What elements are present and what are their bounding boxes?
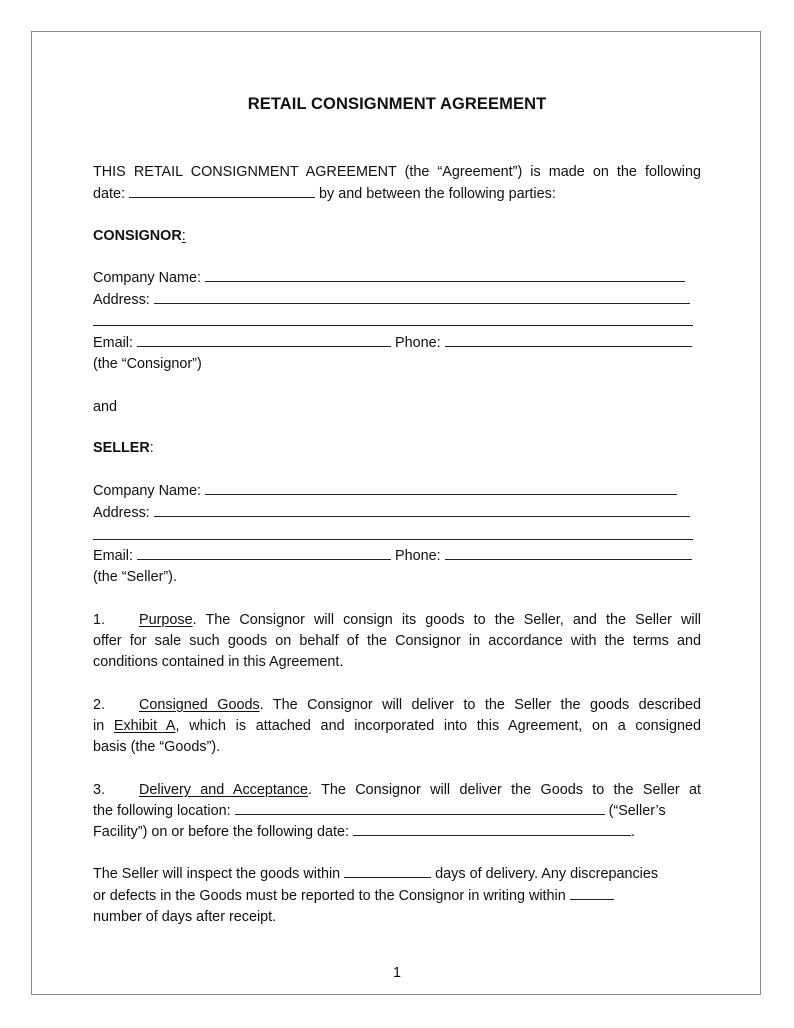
section-3-text-2a: the following location: <box>93 803 231 819</box>
inspection-text-2: or defects in the Goods must be reported to the Consignor in writing within <box>93 888 566 904</box>
consignor-address-field[interactable] <box>154 291 690 304</box>
consignor-heading-text: CONSIGNOR <box>93 228 182 244</box>
seller-phone-field[interactable] <box>445 547 692 560</box>
seller-company-field[interactable] <box>205 482 677 495</box>
consignor-company-label: Company Name: <box>93 270 201 286</box>
consignor-email-field[interactable] <box>137 334 391 347</box>
section-3-line-2 <box>93 802 701 820</box>
agreement-date-field[interactable] <box>129 185 315 198</box>
section-1-line-3: conditions contained in this Agreement. <box>93 654 344 670</box>
intro-line-2 <box>93 185 701 203</box>
consignor-contact-row <box>93 334 701 352</box>
delivery-date-field[interactable] <box>353 823 631 836</box>
section-1-text-1: . The Consignor will consign its goods to the Seller, and the Seller will <box>192 612 701 628</box>
intro-line-2-text: by and between the following parties: <box>319 186 556 202</box>
section-1-heading: Purpose <box>139 612 193 628</box>
consignor-phone-field[interactable] <box>445 334 692 347</box>
section-2-text-2a: in <box>93 718 105 734</box>
seller-email-label: Email: <box>93 548 133 564</box>
document-title: RETAIL CONSIGNMENT AGREEMENT <box>247 95 547 113</box>
inspection-line-3: number of days after receipt. <box>93 909 277 925</box>
inspection-line-2 <box>93 887 701 905</box>
seller-designation: (the “Seller”). <box>93 569 177 585</box>
and-text: and <box>93 399 118 415</box>
seller-company-label: Company Name: <box>93 483 201 499</box>
section-2-text-1: . The Consignor will deliver to the Seller the goods described <box>259 697 701 713</box>
section-3-line-3 <box>93 823 701 841</box>
consignor-phone-label: Phone: <box>394 335 441 351</box>
seller-phone-label: Phone: <box>394 548 441 564</box>
section-3-text-3b: . <box>630 824 635 840</box>
section-2-line-1 <box>93 696 701 714</box>
consignor-heading-colon: : <box>181 228 186 244</box>
section-3-text-2b: (“Seller’s <box>608 803 666 819</box>
seller-address-label: Address: <box>93 505 150 521</box>
section-1-number: 1. <box>93 612 106 628</box>
exhibit-a-link[interactable]: Exhibit A <box>113 718 176 734</box>
section-2-line-2 <box>93 717 701 735</box>
seller-email-field[interactable] <box>137 547 391 560</box>
section-2-heading: Consigned Goods <box>139 697 260 713</box>
section-3-line-1 <box>93 781 701 799</box>
seller-company-row <box>93 482 701 500</box>
consignor-heading <box>93 227 701 245</box>
consignor-address-row <box>93 291 701 309</box>
page-number: 1 <box>392 965 401 981</box>
consignor-email-label: Email: <box>93 335 133 351</box>
intro-line-1: THIS RETAIL CONSIGNMENT AGREEMENT (the “Agreement”) is made on the following <box>93 164 701 180</box>
section-3-text-1: . The Consignor will deliver the Goods to the Seller at <box>308 782 701 798</box>
section-1-line-1 <box>93 611 701 629</box>
consignor-designation: (the “Consignor”) <box>93 356 202 372</box>
seller-address-row <box>93 504 701 522</box>
section-3-text-3a: Facility”) on or before the following date: <box>93 824 349 840</box>
date-label: date: <box>93 186 126 202</box>
seller-heading-text: SELLER <box>93 440 150 456</box>
consignor-address-label: Address: <box>93 292 150 308</box>
section-2-number: 2. <box>93 697 106 713</box>
consignor-address-line-2[interactable] <box>93 325 693 326</box>
report-days-field[interactable] <box>570 887 614 900</box>
sellers-facility-location-field[interactable] <box>235 802 605 815</box>
seller-heading <box>93 439 701 457</box>
consignor-company-field[interactable] <box>205 269 685 282</box>
consignor-company-row <box>93 269 701 287</box>
inspection-line-1 <box>93 865 701 883</box>
seller-heading-colon: : <box>149 440 154 456</box>
section-2-text-2b: , which is attached and incorporated into this Agreement, on a consigned <box>175 718 701 734</box>
section-2-line-3: basis (the “Goods”). <box>93 739 221 755</box>
inspection-text-1b: days of delivery. Any discrepancies <box>435 866 659 882</box>
section-1-line-2: offer for sale such goods on behalf of the Consignor in accordance with the terms and <box>93 633 701 649</box>
seller-address-line-2[interactable] <box>93 539 693 540</box>
seller-contact-row <box>93 547 701 565</box>
section-3-number: 3. <box>93 782 106 798</box>
seller-address-field[interactable] <box>154 504 690 517</box>
inspection-text-1a: The Seller will inspect the goods within <box>93 866 341 882</box>
inspection-days-field[interactable] <box>344 865 431 878</box>
section-3-heading: Delivery and Acceptance <box>139 782 309 798</box>
